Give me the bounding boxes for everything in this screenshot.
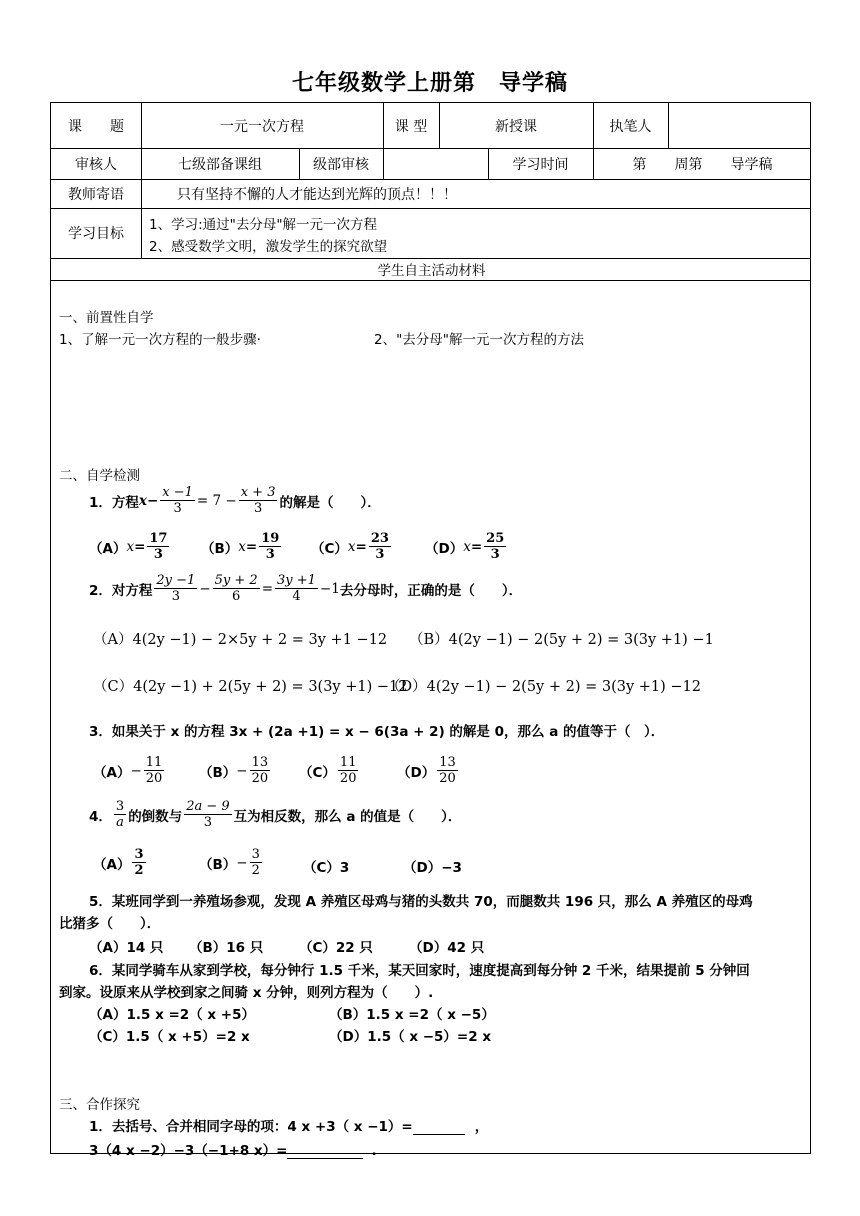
type-value: 新授课	[495, 118, 537, 135]
q4-opt-a-den: 2	[134, 863, 144, 878]
q1-option-a	[89, 531, 171, 562]
q1-opt-den: 3	[265, 547, 275, 562]
q1-suffix: 的解是（ ）．	[279, 494, 381, 511]
q5-option-a: （A）14 只	[89, 940, 164, 956]
q1-opt-num: 23	[370, 531, 389, 546]
q4-fraction-1	[114, 799, 126, 830]
q1-opt-label: （D）	[425, 540, 464, 557]
q4-option-b	[199, 847, 264, 878]
q1-minus: −	[146, 492, 159, 509]
q1-opt-var: x	[463, 538, 471, 555]
label-type: 课 型	[394, 118, 428, 135]
q2-op-3: −1	[319, 580, 340, 597]
part1-item-2: 2、"去分母"解一元一次方程的方法	[374, 332, 585, 348]
part3-line-1	[89, 1115, 488, 1135]
q2-f1-num: 2y −1	[156, 573, 196, 588]
q3-opt-label: （B）	[199, 764, 237, 781]
teacher-message: 只有坚持不懈的人才能达到光辉的顶点！！！	[177, 186, 457, 203]
q4-opt-b-num: 3	[251, 847, 260, 862]
part3-line-1-text: 1．去括号、合并相同字母的项：4 x +3（ x −1）=	[89, 1119, 413, 1135]
q3-opt-num: 13	[439, 755, 456, 770]
q4-f2-num: 2a − 9	[186, 799, 230, 814]
q5-line-1: 5．某班同学到一养殖场参观，发现 A 养殖区母鸡与猪的头数共 70，而腿数共 196 只，那么 A 养殖区的母鸡	[89, 894, 753, 910]
q1-option-c	[311, 531, 393, 562]
row-divider	[51, 208, 810, 209]
dept-review-value[interactable]	[383, 148, 488, 179]
equals-sign: =	[245, 538, 258, 555]
q1-opt-var: x	[238, 538, 246, 555]
q2-f2-den: 6	[232, 589, 241, 604]
q3-option-a	[93, 755, 166, 786]
study-time-value: 第 周第 导学稿	[632, 156, 773, 173]
q4-f2-den: 3	[203, 815, 213, 830]
q4-option-c: （C）3	[303, 860, 350, 876]
q3-opt-fraction	[250, 755, 271, 786]
q2-prefix: 2．对方程	[89, 582, 153, 599]
q3-opt-sign: −	[236, 762, 248, 779]
q6-option-c: （C）1.5（ x +5）=2 x	[89, 1029, 250, 1045]
q4-opt-b-den: 2	[251, 863, 260, 878]
q3-opt-num: 11	[145, 755, 163, 770]
q4-opt-b-sign: −	[236, 854, 248, 871]
q3-opt-fraction	[144, 755, 165, 786]
q2-option-c: （C）4(2y −1) + 2(5y + 2) = 3(3y +1) −12	[93, 679, 408, 695]
q3-opt-label: （A）	[93, 764, 131, 781]
q2-option-a: （A）4(2y −1) − 2×5y + 2 = 3y +1 −12	[93, 632, 388, 648]
q3-opt-num: 11	[339, 755, 357, 770]
subject-value: 一元一次方程	[220, 118, 304, 135]
q1-f1-num: x −1	[162, 485, 193, 500]
q1-opt-fraction	[259, 531, 281, 562]
q4-opt-b-fraction	[250, 847, 262, 878]
equals-sign: =	[470, 538, 483, 555]
q1-f1-den: 3	[173, 501, 182, 516]
q1-opt-var: x	[347, 538, 356, 555]
q3-opt-sign: −	[130, 762, 142, 779]
equals-sign: =	[134, 538, 146, 555]
q2-option-b: （B）4(2y −1) − 2(5y + 2) = 3(3y +1) −1	[409, 632, 714, 648]
q6-option-a: （A）1.5 x =2（ x +5）	[89, 1007, 255, 1023]
answer-blank-2[interactable]	[287, 1144, 363, 1159]
q4-option-d: （D）−3	[403, 860, 462, 876]
label-reviewer: 审核人	[75, 156, 117, 173]
q4-opt-a-label: （A）	[93, 856, 131, 873]
q3-option-c	[299, 755, 360, 786]
part3-line-2-end: .	[371, 1143, 377, 1159]
part3-line-2-text: 3（4 x −2）−3（−1+8 x）=	[89, 1143, 288, 1159]
learning-goal-2: 2、感受数学文明，激发学生的探究欲望	[149, 239, 388, 255]
label-author: 执笔人	[609, 118, 652, 135]
q1-f2-den: 3	[253, 501, 263, 516]
q1-var: x	[138, 492, 147, 509]
part1-item-1: 1、了解一元一次方程的一般步骤·	[59, 332, 261, 348]
q1-opt-label: （A）	[89, 540, 127, 557]
q2-fraction-1	[154, 573, 197, 604]
q3-opt-num: 13	[251, 755, 269, 770]
q3-option-d	[397, 755, 460, 786]
equals-sign: =	[355, 538, 367, 555]
q1-opt-fraction	[369, 531, 391, 562]
q5-option-c: （C）22 只	[299, 940, 373, 956]
author-value[interactable]	[668, 103, 812, 148]
q6-option-b: （B）1.5 x =2（ x −5）	[329, 1007, 495, 1023]
question-1	[89, 485, 381, 516]
q1-eq: = 7 −	[196, 492, 237, 509]
q3-opt-label: （C）	[299, 764, 336, 781]
q2-op-2: =	[261, 580, 273, 597]
q1-opt-den: 3	[375, 547, 385, 562]
q4-opt-a-num: 3	[134, 847, 144, 862]
part2-heading: 二、自学检测	[59, 468, 140, 484]
part3-line-2	[89, 1139, 377, 1159]
q4-opt-b-label: （B）	[199, 856, 237, 873]
label-teacher-message: 教师寄语	[68, 186, 124, 203]
q1-opt-num: 17	[149, 531, 168, 546]
row-divider	[51, 280, 810, 281]
q3-opt-fraction	[338, 755, 359, 786]
part1-heading: 一、前置性自学	[59, 310, 154, 326]
q3-opt-den: 20	[251, 771, 269, 786]
part3-line-1-end: ，	[474, 1119, 489, 1135]
q2-op-1: −	[199, 580, 211, 597]
q1-f2-num: x + 3	[240, 485, 276, 500]
label-subject: 课 题	[68, 118, 124, 135]
q4-option-a	[93, 847, 148, 878]
q1-opt-den: 3	[490, 547, 500, 562]
q2-f2-num: 5y + 2	[214, 573, 258, 588]
q1-opt-num: 19	[261, 531, 280, 546]
q1-fraction-2	[239, 485, 278, 516]
reviewer-value: 七级部备课组	[178, 156, 262, 173]
q1-prefix: 1．方程	[89, 494, 139, 511]
q2-suffix: 去分母时，正确的是（ ）．	[339, 582, 523, 599]
q3-opt-label: （D）	[397, 764, 436, 781]
q5-option-d: （D）42 只	[409, 940, 485, 956]
q1-option-d	[425, 531, 508, 562]
q2-fraction-2	[213, 573, 260, 604]
q5-option-b: （B）16 只	[189, 940, 264, 956]
q6-option-d: （D）1.5（ x −5）=2 x	[329, 1029, 492, 1045]
label-learning-goals: 学习目标	[68, 226, 124, 242]
q4-fraction-2	[184, 799, 231, 830]
q4-mid: 的倒数与	[128, 808, 183, 825]
q2-fraction-3	[275, 573, 318, 604]
page-title: 七年级数学上册第 导学稿	[291, 71, 568, 96]
q3-option-b	[199, 755, 272, 786]
q6-line-2: 到家。设原来从学校到家之间骑 x 分钟，则列方程为（ ）.	[59, 985, 434, 1001]
answer-blank-1[interactable]	[413, 1120, 465, 1135]
q5-line-2: 比猪多（ ）．	[59, 916, 161, 932]
question-4	[89, 799, 461, 830]
lesson-sheet	[50, 102, 811, 1159]
q4-suffix: 互为相反数，那么 a 的值是（ ）．	[233, 808, 462, 825]
q1-opt-den: 3	[153, 547, 163, 562]
q1-opt-var: x	[126, 538, 135, 555]
q1-opt-fraction	[147, 531, 169, 562]
part3-heading: 三、合作探究	[59, 1097, 140, 1113]
q4-prefix: 4．	[89, 808, 112, 825]
question-2	[89, 573, 522, 604]
q4-opt-a-fraction	[132, 847, 145, 878]
label-dept-review: 级部审核	[313, 156, 369, 173]
learning-goal-1: 1、学习:通过"去分母"解一元一次方程	[149, 217, 378, 233]
q2-f1-den: 3	[171, 589, 180, 604]
q6-line-1: 6．某同学骑车从家到学校，每分钟行 1.5 千米，某天回家时，速度提高到每分钟 2 千米，结果提前 5 分钟回	[89, 963, 750, 979]
label-study-time: 学习时间	[512, 156, 569, 173]
q2-f3-den: 4	[292, 589, 301, 604]
q4-f1-num: 3	[115, 799, 125, 814]
q1-opt-label: （B）	[201, 540, 239, 557]
question-3: 3．如果关于 x 的方程 3x + (2a +1) = x − 6(3a + 2) 的解是 0，那么 a 的值等于（ ）．	[89, 724, 665, 740]
q1-opt-num: 25	[486, 531, 505, 546]
q4-f1-den: a	[116, 815, 124, 830]
q1-opt-label: （C）	[311, 540, 348, 557]
q1-fraction-1	[160, 485, 195, 516]
q2-option-d: （D）4(2y −1) − 2(5y + 2) = 3(3y +1) −12	[386, 679, 701, 695]
q3-opt-fraction	[437, 755, 458, 786]
q3-opt-den: 20	[339, 771, 357, 786]
q2-f3-num: 3y +1	[277, 573, 316, 588]
q1-option-b	[201, 531, 283, 562]
section-banner: 学生自主活动材料	[377, 263, 486, 279]
q3-opt-den: 20	[145, 771, 163, 786]
q1-opt-fraction	[484, 531, 506, 562]
q3-opt-den: 20	[439, 771, 456, 786]
